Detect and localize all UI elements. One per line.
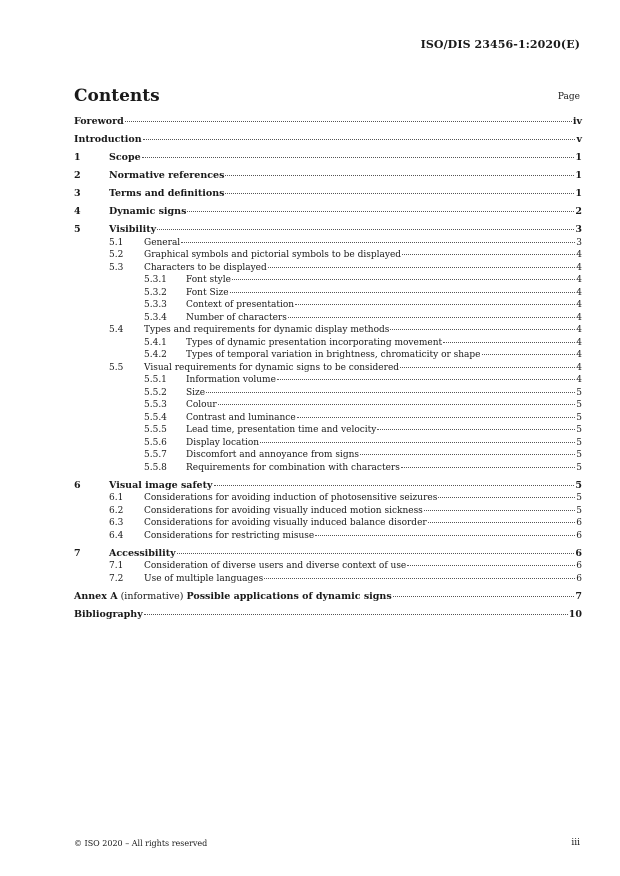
toc-entry-number: 5.5.2 bbox=[144, 387, 167, 398]
toc-entry-title: Foreword bbox=[74, 116, 124, 127]
toc-entry-page: 5 bbox=[576, 387, 582, 398]
toc-entry-title: Accessibility bbox=[109, 547, 176, 559]
dot-leader bbox=[181, 242, 575, 243]
toc-entry-number: 5.5.6 bbox=[144, 437, 167, 448]
toc-entry-page: 4 bbox=[576, 287, 582, 298]
toc-entry-page: 5 bbox=[576, 437, 582, 448]
dot-leader bbox=[144, 614, 568, 615]
toc-entry-annex-title: Possible applications of dynamic signs bbox=[186, 590, 392, 602]
toc-entry-title: Size bbox=[186, 387, 206, 398]
dot-leader bbox=[264, 578, 575, 579]
toc-entry-title: Graphical symbols and pictorial symbols to be displayed bbox=[144, 250, 402, 260]
toc-entry-number: 5.3.1 bbox=[144, 275, 167, 285]
toc-entry-number: 5.4.1 bbox=[144, 337, 167, 348]
toc-entry[interactable] bbox=[74, 188, 582, 201]
toc-entry-title: Types of temporal variation in brightness, chromaticity or shape bbox=[186, 350, 481, 360]
toc-entry[interactable] bbox=[74, 609, 582, 622]
toc-entry[interactable] bbox=[74, 399, 582, 412]
toc-entry-number: 5.5.1 bbox=[144, 375, 167, 385]
toc-entry[interactable] bbox=[74, 387, 582, 400]
dot-leader bbox=[443, 342, 575, 343]
toc-entry-page: 6 bbox=[576, 518, 582, 528]
dot-leader bbox=[424, 510, 575, 511]
dot-leader bbox=[230, 292, 576, 293]
toc-entry-title: Consideration of diverse users and diverse context of use bbox=[144, 561, 407, 571]
toc-entry[interactable] bbox=[74, 424, 582, 437]
toc-entry-number: 4 bbox=[74, 206, 81, 217]
toc-entry[interactable] bbox=[74, 206, 582, 219]
toc-entry-number: 5.5.7 bbox=[144, 450, 167, 460]
toc-entry-title: Context of presentation bbox=[186, 300, 295, 310]
toc-entry-number: 5.5.5 bbox=[144, 425, 167, 435]
document-id: ISO/DIS 23456-1:2020(E) bbox=[420, 38, 580, 51]
toc-entry-page: 4 bbox=[576, 300, 582, 310]
toc-entry-page: 1 bbox=[575, 170, 582, 181]
toc-entry-number: 7 bbox=[74, 547, 81, 559]
toc-entry-page: 3 bbox=[576, 237, 582, 248]
toc-entry-title: Considerations for restricting misuse bbox=[144, 530, 315, 541]
toc-entry-number: 5.3.2 bbox=[144, 287, 167, 298]
toc-entry-number: 5 bbox=[74, 224, 81, 235]
dot-leader bbox=[143, 139, 576, 140]
toc-entry[interactable] bbox=[74, 362, 582, 375]
toc-entry-title: Contrast and luminance bbox=[186, 412, 296, 423]
dot-leader bbox=[232, 279, 575, 280]
toc-entry-title: Visual requirements for dynamic signs to be considered bbox=[144, 362, 400, 373]
toc-entry-number: 5.3.3 bbox=[144, 300, 167, 310]
toc-entry-page: 4 bbox=[576, 375, 582, 385]
dot-leader bbox=[407, 565, 575, 566]
toc-entry-title: Considerations for avoiding visually induced motion sickness bbox=[144, 505, 423, 516]
toc-entry-number: 5.5.8 bbox=[144, 462, 167, 473]
toc-entry[interactable] bbox=[74, 116, 582, 129]
toc-entry[interactable] bbox=[74, 480, 582, 493]
dot-leader bbox=[315, 535, 575, 536]
toc-entry[interactable] bbox=[74, 299, 582, 312]
dot-leader bbox=[401, 467, 575, 468]
toc-entry-title: Characters to be displayed bbox=[144, 262, 267, 273]
dot-leader bbox=[218, 404, 576, 405]
toc-entry[interactable] bbox=[74, 548, 582, 561]
toc-entry[interactable] bbox=[74, 349, 582, 362]
dot-leader bbox=[206, 392, 575, 393]
toc-entry[interactable] bbox=[74, 492, 582, 505]
toc-entry-page: 5 bbox=[576, 493, 582, 503]
toc-entry-number: 6.3 bbox=[109, 518, 124, 528]
toc-entry-title: Number of characters bbox=[186, 312, 287, 323]
toc-entry-number: 5.3.4 bbox=[144, 312, 167, 323]
toc-entry-page: 3 bbox=[575, 224, 582, 235]
toc-entry-page: 5 bbox=[576, 400, 582, 410]
dot-leader bbox=[295, 304, 575, 305]
toc-entry-title: Information volume bbox=[186, 375, 276, 385]
toc-entry-number: 3 bbox=[74, 188, 81, 199]
toc-entry-page: 1 bbox=[575, 188, 582, 199]
toc-entry-title: Display location bbox=[186, 437, 260, 448]
toc-entry[interactable] bbox=[74, 312, 582, 325]
toc-entry-page: 1 bbox=[575, 152, 582, 163]
toc-entry-title: Dynamic signs bbox=[109, 206, 187, 217]
page-number: iii bbox=[571, 838, 580, 848]
toc-entry[interactable] bbox=[74, 374, 582, 387]
dot-leader bbox=[438, 497, 575, 498]
toc-entry[interactable] bbox=[74, 449, 582, 462]
toc-entry-page: 4 bbox=[576, 312, 582, 323]
toc-entry-number: 5.5 bbox=[109, 362, 124, 373]
toc-entry-page: 4 bbox=[576, 350, 582, 360]
toc-entry-title: Bibliography bbox=[74, 608, 143, 620]
dot-leader bbox=[268, 267, 576, 268]
toc-entry-title: Font style bbox=[186, 275, 231, 285]
toc-entry-page: 6 bbox=[576, 573, 582, 584]
toc-entry-number: 6.2 bbox=[109, 505, 124, 516]
toc-entry-number: 5.5.4 bbox=[144, 412, 167, 423]
toc-entry-title: Scope bbox=[109, 152, 141, 163]
page-title: Contents bbox=[74, 86, 160, 106]
dot-leader bbox=[377, 429, 575, 430]
toc-entry[interactable] bbox=[74, 591, 582, 604]
toc-entry[interactable] bbox=[74, 152, 582, 165]
dot-leader bbox=[214, 485, 575, 486]
toc-entry-number: 6 bbox=[74, 479, 81, 491]
toc-entry-page: 4 bbox=[576, 325, 582, 335]
toc-entry-number: 5.4.2 bbox=[144, 350, 167, 360]
toc-entry-title: Types and requirements for dynamic display methods bbox=[144, 325, 390, 335]
toc-entry-title: General bbox=[144, 237, 181, 248]
toc-entry[interactable] bbox=[74, 505, 582, 518]
toc-entry-number: 6.4 bbox=[109, 530, 124, 541]
toc-entry-title: Terms and definitions bbox=[109, 188, 225, 199]
dot-leader bbox=[400, 367, 575, 368]
toc-entry-number: 5.3 bbox=[109, 262, 124, 273]
toc-entry-number: 2 bbox=[74, 170, 81, 181]
dot-leader bbox=[260, 442, 575, 443]
toc-entry-title: Introduction bbox=[74, 134, 142, 145]
toc-entry[interactable] bbox=[74, 560, 582, 573]
toc-entry-title: Font Size bbox=[186, 287, 229, 298]
toc-entry-number: 5.4 bbox=[109, 325, 124, 335]
toc-entry-page: 5 bbox=[576, 425, 582, 435]
toc-entry-title: Considerations for avoiding induction of photosensitive seizures bbox=[144, 493, 438, 503]
toc-entry-number: 5.5.3 bbox=[144, 400, 167, 410]
toc-entry-title: Normative references bbox=[109, 170, 225, 181]
dot-leader bbox=[187, 211, 574, 212]
dot-leader bbox=[142, 157, 575, 158]
toc-entry-number: 7.1 bbox=[109, 561, 124, 571]
toc-entry-page: 6 bbox=[576, 530, 582, 541]
toc-entry-title: Discomfort and annoyance from signs bbox=[186, 450, 359, 460]
toc-entry-title: Requirements for combination with characters bbox=[186, 462, 400, 473]
toc-entry-title: Annex A (informative) Possible applications of dynamic signs bbox=[74, 590, 392, 602]
toc-entry-page: 5 bbox=[576, 450, 582, 460]
dot-leader bbox=[428, 522, 576, 523]
toc-entry-title: Lead time, presentation time and velocity bbox=[186, 425, 377, 435]
dot-leader bbox=[360, 454, 575, 455]
toc-entry-title: Colour bbox=[186, 400, 217, 410]
table-of-contents bbox=[74, 116, 582, 621]
toc-entry[interactable] bbox=[74, 337, 582, 350]
toc-entry[interactable] bbox=[74, 324, 582, 337]
dot-leader bbox=[482, 354, 576, 355]
toc-entry[interactable] bbox=[74, 262, 582, 275]
toc-entry[interactable] bbox=[74, 237, 582, 250]
toc-entry-page: 5 bbox=[576, 412, 582, 423]
toc-entry-page: 4 bbox=[576, 362, 582, 373]
dot-leader bbox=[157, 229, 574, 230]
toc-entry-page: 5 bbox=[576, 462, 582, 473]
toc-entry-page: iv bbox=[572, 116, 582, 127]
toc-entry[interactable] bbox=[74, 249, 582, 262]
toc-entry-page: 6 bbox=[576, 561, 582, 571]
toc-entry[interactable] bbox=[74, 224, 582, 237]
toc-entry-title: Considerations for avoiding visually induced balance disorder bbox=[144, 518, 427, 528]
toc-entry-title: Use of multiple languages bbox=[144, 573, 264, 584]
dot-leader bbox=[297, 417, 576, 418]
toc-entry-page: 6 bbox=[575, 547, 582, 559]
toc-entry-page: 2 bbox=[575, 206, 582, 217]
dot-leader bbox=[125, 121, 572, 122]
toc-entry[interactable] bbox=[74, 412, 582, 425]
toc-entry[interactable] bbox=[74, 517, 582, 530]
toc-entry-number: 6.1 bbox=[109, 493, 124, 503]
toc-entry-page: 10 bbox=[568, 608, 582, 620]
dot-leader bbox=[277, 379, 575, 380]
toc-entry-title: Types of dynamic presentation incorporating movement bbox=[186, 337, 443, 348]
dot-leader bbox=[225, 193, 574, 194]
toc-entry-page: 4 bbox=[576, 275, 582, 285]
toc-entry[interactable] bbox=[74, 170, 582, 183]
toc-entry[interactable] bbox=[74, 462, 582, 475]
dot-leader bbox=[177, 553, 575, 554]
toc-entry[interactable] bbox=[74, 573, 582, 586]
toc-entry[interactable] bbox=[74, 274, 582, 287]
toc-entry-annex-type: (informative) bbox=[117, 590, 187, 602]
toc-entry-number: 7.2 bbox=[109, 573, 124, 584]
copyright-notice: © ISO 2020 – All rights reserved bbox=[74, 839, 208, 848]
toc-entry-number: 1 bbox=[74, 152, 81, 163]
toc-entry-page: 5 bbox=[576, 505, 582, 516]
dot-leader bbox=[390, 329, 575, 330]
dot-leader bbox=[288, 317, 575, 318]
toc-entry-page: 5 bbox=[575, 479, 582, 491]
dot-leader bbox=[225, 175, 574, 176]
toc-entry-number: 5.1 bbox=[109, 237, 124, 248]
toc-entry[interactable] bbox=[74, 134, 582, 147]
toc-entry-page: 4 bbox=[576, 262, 582, 273]
toc-entry-title: Visibility bbox=[109, 224, 157, 235]
dot-leader bbox=[402, 254, 575, 255]
toc-entry-page: 4 bbox=[576, 337, 582, 348]
toc-entry[interactable] bbox=[74, 530, 582, 543]
toc-entry[interactable] bbox=[74, 437, 582, 450]
dot-leader bbox=[393, 596, 575, 597]
toc-entry-title: Visual image safety bbox=[109, 479, 213, 491]
page-column-label: Page bbox=[557, 92, 580, 102]
toc-entry-number: 5.2 bbox=[109, 250, 124, 260]
toc-entry[interactable] bbox=[74, 287, 582, 300]
toc-entry-page: v bbox=[576, 134, 582, 145]
toc-entry-page: 4 bbox=[576, 250, 582, 260]
toc-entry-page: 7 bbox=[575, 590, 582, 602]
